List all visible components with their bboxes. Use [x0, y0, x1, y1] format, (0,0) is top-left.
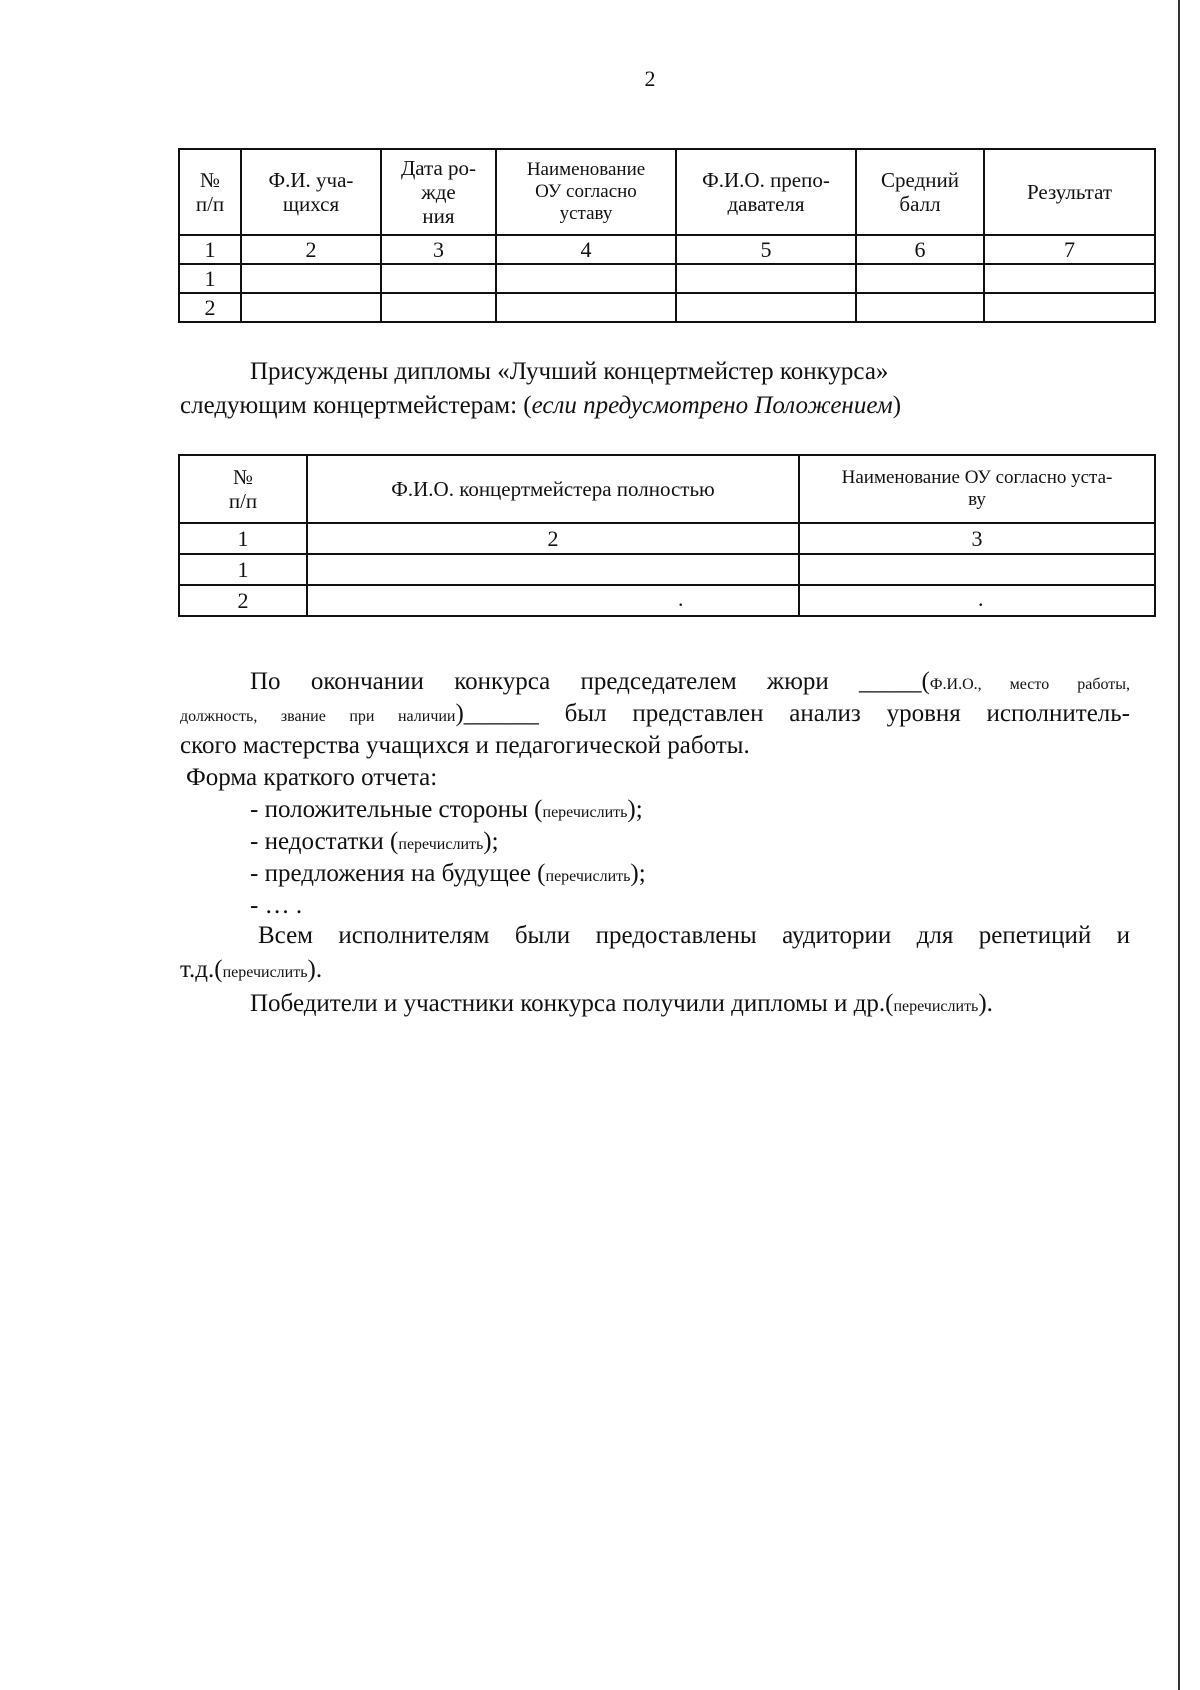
- table-cell[interactable]: [799, 554, 1155, 585]
- col-header-accompanist-name: Ф.И.О. концертмейстера полностью: [307, 455, 799, 523]
- table-cell[interactable]: [496, 264, 676, 293]
- form-title: Форма краткого отчета:: [186, 764, 438, 791]
- table-cell: 1: [179, 264, 241, 293]
- rooms-paragraph-line2: т.д.(перечислить).: [180, 956, 323, 983]
- table-cell[interactable]: [856, 293, 984, 322]
- table-row: [179, 523, 1155, 554]
- accompanists-table: [178, 454, 1156, 617]
- list-item: - … .: [250, 892, 303, 919]
- col-header-school-name: Наименование ОУ согласно уста- ву: [799, 455, 1155, 523]
- table-cell[interactable]: [676, 293, 856, 322]
- table-cell: 2: [241, 235, 381, 264]
- table-cell[interactable]: [381, 293, 496, 322]
- table-cell[interactable]: [307, 585, 799, 616]
- table-cell[interactable]: [676, 264, 856, 293]
- table-row: [179, 235, 1155, 264]
- table-cell[interactable]: [381, 264, 496, 293]
- report-paragraph-line3: ского мастерства учащихся и педагогической работы.: [180, 732, 750, 759]
- table-cell: 7: [984, 235, 1155, 264]
- winners-paragraph: Победители и участники конкурса получили дипломы и др.(перечислить).: [250, 990, 993, 1017]
- table-cell: 2: [179, 585, 307, 616]
- table-cell: 4: [496, 235, 676, 264]
- table-cell[interactable]: [984, 264, 1155, 293]
- mark-dot: .: [978, 586, 984, 611]
- table-cell[interactable]: [307, 554, 799, 585]
- mark-dot: .: [678, 586, 684, 611]
- table-cell: 1: [179, 554, 307, 585]
- table-cell: 5: [676, 235, 856, 264]
- table-cell: 1: [179, 523, 307, 554]
- page-number: 2: [644, 66, 656, 91]
- table-cell[interactable]: [799, 585, 1155, 616]
- list-item: - положительные стороны (перечислить);: [250, 796, 643, 823]
- table-cell: 3: [799, 523, 1155, 554]
- table-cell: 2: [307, 523, 799, 554]
- table-cell[interactable]: [241, 264, 381, 293]
- col-header-number: № п/п: [179, 149, 241, 235]
- table-header-row: [179, 455, 1155, 523]
- col-header-student-name: Ф.И. уча- щихся: [241, 149, 381, 235]
- list-item: - предложения на будущее (перечислить);: [250, 860, 646, 887]
- table-cell[interactable]: [984, 293, 1155, 322]
- table-row: [179, 585, 1155, 616]
- rooms-paragraph-line1: Всем исполнителям были предоставлены аудитории для репетиций и: [258, 922, 1130, 949]
- list-item: - недостатки (перечислить);: [250, 828, 499, 855]
- table-cell: 2: [179, 293, 241, 322]
- table-header-row: [179, 149, 1155, 235]
- accompanist-subheading: следующим концертмейстерам: (если предусмотрено Положением): [180, 392, 902, 419]
- col-header-average-score: Средний балл: [856, 149, 984, 235]
- table-cell: 3: [381, 235, 496, 264]
- col-header-result: Результат: [984, 149, 1155, 235]
- table-cell[interactable]: [856, 264, 984, 293]
- col-header-birth-date: Дата ро- жде ния: [381, 149, 496, 235]
- table-row: [179, 554, 1155, 585]
- participants-table: [178, 148, 1156, 323]
- col-header-number: № п/п: [179, 455, 307, 523]
- table-row: [179, 264, 1155, 293]
- table-cell[interactable]: [241, 293, 381, 322]
- accompanist-heading: Присуждены дипломы «Лучший концертмейстер конкурса»: [250, 358, 889, 385]
- table-cell[interactable]: [496, 293, 676, 322]
- table-cell: 1: [179, 235, 241, 264]
- col-header-school-name: Наименование ОУ согласно уставу: [496, 149, 676, 235]
- col-header-teacher-name: Ф.И.О. препо- давателя: [676, 149, 856, 235]
- table-row: [179, 293, 1155, 322]
- table-cell: 6: [856, 235, 984, 264]
- report-paragraph-line1: По окончании конкурса председателем жюри _____(Ф.И.О., место работы,: [250, 668, 1131, 695]
- report-paragraph-line2: должность, звание при наличии)______ был представлен анализ уровня исполнитель-: [180, 700, 1130, 727]
